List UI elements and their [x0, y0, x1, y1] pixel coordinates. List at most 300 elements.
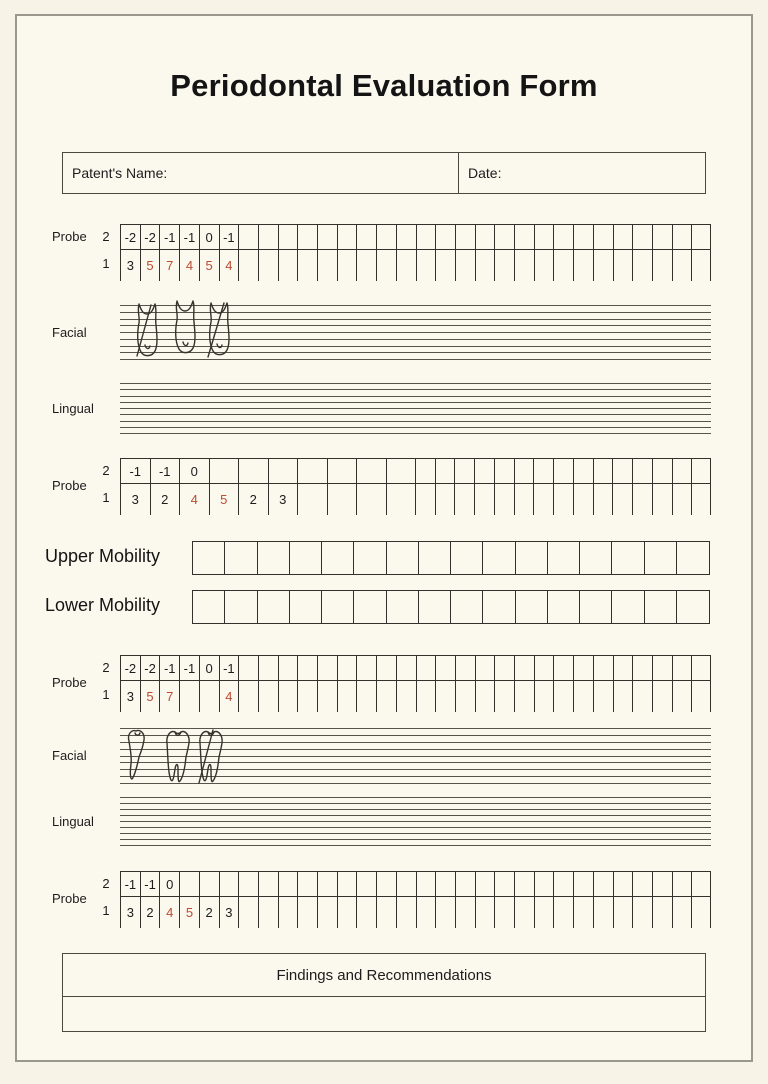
probe-cell[interactable] — [258, 872, 278, 896]
probe-cell[interactable] — [416, 225, 436, 249]
probe-cell[interactable] — [238, 459, 268, 483]
probe-cell[interactable]: -1 — [140, 872, 160, 896]
probe-cell[interactable] — [396, 681, 416, 712]
ruled-line — [120, 803, 711, 804]
probe-cell[interactable] — [494, 484, 514, 515]
ruled-line — [120, 821, 711, 822]
probe-cell[interactable] — [613, 250, 633, 281]
probe-cell[interactable]: -2 — [140, 225, 160, 249]
mobility-cell[interactable] — [451, 591, 483, 623]
probe-cell[interactable] — [238, 681, 258, 712]
probe-cell[interactable] — [494, 250, 514, 281]
probe-cell[interactable] — [455, 250, 475, 281]
probe-cell[interactable] — [376, 225, 396, 249]
probe-cell[interactable] — [455, 897, 475, 928]
probe-cell[interactable] — [494, 459, 514, 483]
probe-cell[interactable]: 2 — [238, 484, 268, 515]
probe-cell[interactable] — [672, 897, 692, 928]
probe-cell[interactable] — [435, 484, 455, 515]
probe-cell[interactable] — [613, 225, 633, 249]
probe-cell[interactable] — [396, 872, 416, 896]
probe-cell[interactable] — [455, 225, 475, 249]
probe-cell[interactable] — [356, 681, 376, 712]
probe-cell[interactable]: 0 — [159, 872, 179, 896]
probe-cell[interactable]: 4 — [159, 897, 179, 928]
probe-cell[interactable] — [474, 459, 494, 483]
probe-row2-label: 2 — [102, 463, 110, 478]
probe-cell[interactable] — [454, 484, 474, 515]
probe-row-2 — [120, 656, 711, 681]
probe-cell[interactable] — [613, 681, 633, 712]
probe-cell[interactable]: 0 — [199, 656, 219, 680]
probe-cell[interactable] — [691, 459, 711, 483]
patient-name-field[interactable] — [63, 153, 459, 193]
probe-cell[interactable] — [593, 897, 613, 928]
lower-mobility-section — [0, 590, 768, 626]
probe-cell[interactable] — [593, 872, 613, 896]
mobility-cell[interactable] — [677, 591, 709, 623]
mobility-cell[interactable] — [258, 591, 290, 623]
lingual-section-lower — [0, 797, 768, 846]
probe-cell[interactable] — [415, 459, 435, 483]
probe-cell[interactable] — [691, 897, 711, 928]
mobility-cell[interactable] — [645, 542, 677, 574]
probe-cell[interactable] — [534, 250, 554, 281]
probe-cell[interactable] — [454, 459, 474, 483]
probe-cell[interactable] — [632, 897, 652, 928]
ruled-line — [120, 797, 711, 798]
probe-cell[interactable] — [327, 484, 357, 515]
probe-table — [120, 655, 711, 712]
probe-cell[interactable] — [652, 656, 672, 680]
probe-cell[interactable] — [533, 459, 553, 483]
mobility-cell[interactable] — [225, 542, 257, 574]
probe-cell[interactable] — [317, 872, 337, 896]
probe-cell[interactable] — [534, 225, 554, 249]
probe-cell[interactable] — [672, 681, 692, 712]
probe-cell[interactable] — [612, 484, 632, 515]
probe-cell[interactable] — [337, 681, 357, 712]
probe-cell[interactable] — [691, 681, 711, 712]
mobility-cell[interactable] — [193, 542, 225, 574]
probe-cell[interactable] — [278, 656, 298, 680]
mobility-cell[interactable] — [612, 542, 644, 574]
mobility-cell[interactable] — [354, 542, 386, 574]
ruled-line — [120, 839, 711, 840]
probe-cell[interactable]: 3 — [268, 484, 298, 515]
probe-cell[interactable] — [416, 681, 436, 712]
probe-cell[interactable] — [573, 484, 593, 515]
mobility-cell[interactable] — [483, 591, 515, 623]
probe-cell[interactable] — [416, 872, 436, 896]
probe-cell[interactable]: -2 — [120, 225, 140, 249]
probe-cell[interactable] — [297, 872, 317, 896]
probe-cell[interactable] — [573, 459, 593, 483]
mobility-cell[interactable] — [548, 591, 580, 623]
probe-cell[interactable] — [691, 656, 711, 680]
patient-name-label: Patent's Name: — [72, 165, 168, 181]
probe-cell[interactable] — [317, 681, 337, 712]
probe-cell[interactable] — [613, 872, 633, 896]
probe-cell[interactable] — [297, 656, 317, 680]
probe-cell[interactable] — [652, 459, 672, 483]
probe-cell[interactable] — [396, 897, 416, 928]
probe-cell[interactable] — [553, 250, 573, 281]
probe-cell[interactable] — [209, 459, 239, 483]
probe-cell[interactable] — [652, 250, 672, 281]
probe-cell[interactable] — [553, 872, 573, 896]
probe-cell[interactable] — [297, 250, 317, 281]
mobility-cell[interactable] — [612, 591, 644, 623]
mobility-cell[interactable] — [354, 591, 386, 623]
probe-cell[interactable] — [474, 484, 494, 515]
probe-cell[interactable] — [534, 897, 554, 928]
probe-cell[interactable] — [337, 872, 357, 896]
probe-cell[interactable] — [613, 656, 633, 680]
probe-cell[interactable] — [376, 897, 396, 928]
probe-cell[interactable] — [238, 897, 258, 928]
findings-box — [62, 953, 706, 1032]
probe-cell[interactable] — [238, 250, 258, 281]
mobility-cell[interactable] — [290, 542, 322, 574]
mobility-cell[interactable] — [419, 591, 451, 623]
probe-cell[interactable]: 3 — [120, 897, 140, 928]
mobility-cell[interactable] — [516, 591, 548, 623]
probe-cell[interactable]: 0 — [199, 225, 219, 249]
probe-cell[interactable] — [356, 250, 376, 281]
probe-cell[interactable]: 3 — [120, 484, 150, 515]
probe-label: Probe — [52, 891, 87, 906]
probe-cell[interactable] — [376, 872, 396, 896]
mobility-cell[interactable] — [419, 542, 451, 574]
probe-cell[interactable] — [356, 484, 386, 515]
probe-cell[interactable] — [435, 872, 455, 896]
probe-cell[interactable] — [327, 459, 357, 483]
probe-cell[interactable] — [691, 872, 711, 896]
probe-cell[interactable] — [632, 656, 652, 680]
probe-cell[interactable] — [435, 225, 455, 249]
probe-cell[interactable] — [475, 225, 495, 249]
probe-cell[interactable]: -1 — [150, 459, 180, 483]
probe-cell[interactable] — [475, 250, 495, 281]
mobility-cell[interactable] — [451, 542, 483, 574]
probe-cell[interactable]: -1 — [159, 656, 179, 680]
probe-cell[interactable] — [672, 872, 692, 896]
probe-cell[interactable] — [219, 872, 239, 896]
probe-cell[interactable] — [514, 897, 534, 928]
probe-cell[interactable] — [553, 897, 573, 928]
probe-cell[interactable] — [278, 872, 298, 896]
probe-row1-label: 1 — [102, 903, 110, 918]
probe-cell[interactable]: 4 — [179, 250, 199, 281]
probe-cell[interactable]: 4 — [219, 681, 239, 712]
probe-cell[interactable] — [691, 484, 711, 515]
probe-cell[interactable] — [652, 872, 672, 896]
probe-cell[interactable] — [278, 681, 298, 712]
probe-cell[interactable] — [553, 459, 573, 483]
probe-cell[interactable] — [593, 459, 613, 483]
probe-cell[interactable] — [317, 250, 337, 281]
probe-row-1 — [120, 681, 711, 712]
mobility-cell[interactable] — [645, 591, 677, 623]
findings-header — [63, 954, 705, 997]
probe-cell[interactable]: 5 — [140, 681, 160, 712]
probe-cell[interactable] — [337, 656, 357, 680]
probe-cell[interactable] — [475, 656, 495, 680]
probe-cell[interactable] — [238, 656, 258, 680]
probe-cell[interactable] — [672, 656, 692, 680]
mobility-cell[interactable] — [580, 591, 612, 623]
probe-cell[interactable] — [356, 459, 386, 483]
probe-row2-label: 2 — [102, 229, 110, 244]
probe-cell[interactable] — [238, 225, 258, 249]
probe-cell[interactable] — [258, 681, 278, 712]
probe-table — [120, 224, 711, 281]
probe-cell[interactable] — [652, 897, 672, 928]
probe-cell[interactable] — [278, 225, 298, 249]
probe-cell[interactable] — [475, 897, 495, 928]
mobility-cell[interactable] — [387, 542, 419, 574]
probe-cell[interactable] — [376, 250, 396, 281]
probe-cell[interactable] — [553, 656, 573, 680]
probe-cell[interactable] — [514, 656, 534, 680]
probe-cell[interactable] — [553, 484, 573, 515]
probe-cell[interactable] — [494, 872, 514, 896]
probe-cell[interactable]: 5 — [179, 897, 199, 928]
probe-row-1 — [120, 484, 711, 515]
probe-cell[interactable]: 7 — [159, 681, 179, 712]
probe-cell[interactable] — [573, 250, 593, 281]
probe-cell[interactable] — [356, 872, 376, 896]
probe-cell[interactable] — [238, 872, 258, 896]
probe-cell[interactable] — [435, 459, 455, 483]
probe-cell[interactable]: -1 — [159, 225, 179, 249]
mobility-cell[interactable] — [483, 542, 515, 574]
patient-info-box — [62, 152, 706, 194]
probe-cell[interactable] — [435, 897, 455, 928]
probe-cell[interactable]: 7 — [159, 250, 179, 281]
probe-cell[interactable] — [553, 681, 573, 712]
probe-cell[interactable]: 5 — [199, 250, 219, 281]
probe-cell[interactable] — [455, 872, 475, 896]
probe-cell[interactable] — [514, 484, 534, 515]
probe-row-2 — [120, 225, 711, 250]
probe-cell[interactable] — [268, 459, 298, 483]
probe-cell[interactable] — [356, 225, 376, 249]
mobility-cell[interactable] — [225, 591, 257, 623]
lower-teeth-icon — [122, 726, 234, 788]
probe-cell[interactable] — [199, 872, 219, 896]
probe-cell[interactable] — [632, 250, 652, 281]
probe-cell[interactable] — [494, 681, 514, 712]
findings-input-area[interactable] — [63, 997, 705, 1030]
probe-cell[interactable] — [297, 484, 327, 515]
probe-cell[interactable] — [416, 897, 436, 928]
probe-cell[interactable] — [416, 656, 436, 680]
date-field[interactable] — [459, 153, 705, 193]
ruled-line — [120, 389, 711, 390]
probe-cell[interactable]: 3 — [120, 681, 140, 712]
probe-cell[interactable] — [376, 681, 396, 712]
probe-cell[interactable] — [593, 681, 613, 712]
mobility-cell[interactable] — [548, 542, 580, 574]
probe-cell[interactable] — [386, 484, 416, 515]
probe-cell[interactable] — [514, 681, 534, 712]
probe-cell[interactable] — [534, 872, 554, 896]
probe-cell[interactable]: -1 — [120, 872, 140, 896]
probe-cell[interactable] — [356, 897, 376, 928]
probe-cell[interactable] — [514, 250, 534, 281]
probe-cell[interactable] — [593, 484, 613, 515]
probe-cell[interactable] — [652, 484, 672, 515]
lingual-label: Lingual — [52, 814, 94, 829]
probe-cell[interactable]: 4 — [179, 484, 209, 515]
probe-cell[interactable]: 4 — [219, 250, 239, 281]
probe-cell[interactable]: 2 — [199, 897, 219, 928]
probe-cell[interactable] — [297, 897, 317, 928]
probe-cell[interactable] — [613, 897, 633, 928]
probe-cell[interactable] — [258, 225, 278, 249]
mobility-cell[interactable] — [193, 591, 225, 623]
probe-cell[interactable] — [632, 459, 652, 483]
upper-teeth-icon — [130, 299, 242, 361]
probe-cell[interactable]: -1 — [179, 656, 199, 680]
probe-cell[interactable] — [199, 681, 219, 712]
mobility-cell[interactable] — [258, 542, 290, 574]
probe-row2-label: 2 — [102, 660, 110, 675]
probe-cell[interactable]: 2 — [150, 484, 180, 515]
probe-cell[interactable] — [652, 681, 672, 712]
probe-cell[interactable] — [278, 250, 298, 281]
probe-cell[interactable] — [514, 872, 534, 896]
probe-label: Probe — [52, 229, 87, 244]
probe-section-lower-2 — [0, 871, 768, 931]
probe-cell[interactable] — [573, 681, 593, 712]
probe-cell[interactable]: -2 — [120, 656, 140, 680]
probe-cell[interactable] — [179, 872, 199, 896]
probe-cell[interactable] — [435, 656, 455, 680]
probe-cell[interactable] — [632, 225, 652, 249]
facial-label: Facial — [52, 325, 87, 340]
probe-cell[interactable] — [416, 250, 436, 281]
probe-cell[interactable]: -1 — [179, 225, 199, 249]
probe-cell[interactable] — [632, 681, 652, 712]
probe-cell[interactable] — [494, 897, 514, 928]
probe-cell[interactable]: 3 — [120, 250, 140, 281]
probe-cell[interactable] — [297, 681, 317, 712]
probe-cell[interactable] — [475, 872, 495, 896]
facial-section-upper — [0, 305, 768, 360]
probe-cell[interactable]: 3 — [219, 897, 239, 928]
probe-cell[interactable] — [435, 681, 455, 712]
probe-cell[interactable] — [514, 459, 534, 483]
probe-cell[interactable] — [632, 872, 652, 896]
probe-cell[interactable]: -1 — [120, 459, 150, 483]
probe-cell[interactable] — [573, 872, 593, 896]
probe-cell[interactable] — [672, 225, 692, 249]
probe-cell[interactable]: -2 — [140, 656, 160, 680]
probe-cell[interactable] — [317, 656, 337, 680]
probe-cell[interactable] — [593, 656, 613, 680]
probe-cell[interactable] — [455, 656, 475, 680]
probe-cell[interactable] — [573, 225, 593, 249]
mobility-cell[interactable] — [677, 542, 709, 574]
probe-cell[interactable] — [534, 656, 554, 680]
probe-cell[interactable] — [534, 681, 554, 712]
probe-cell[interactable] — [652, 225, 672, 249]
probe-cell[interactable] — [435, 250, 455, 281]
probe-cell[interactable] — [297, 459, 327, 483]
probe-cell[interactable] — [317, 897, 337, 928]
probe-cell[interactable] — [553, 225, 573, 249]
probe-cell[interactable] — [514, 225, 534, 249]
probe-cell[interactable] — [258, 897, 278, 928]
probe-cell[interactable] — [396, 225, 416, 249]
probe-cell[interactable] — [356, 656, 376, 680]
probe-cell[interactable] — [533, 484, 553, 515]
probe-cell[interactable] — [691, 225, 711, 249]
probe-cell[interactable] — [258, 656, 278, 680]
probe-cell[interactable] — [396, 656, 416, 680]
probe-cell[interactable] — [494, 656, 514, 680]
mobility-cell[interactable] — [322, 542, 354, 574]
mobility-cell[interactable] — [516, 542, 548, 574]
probe-cell[interactable] — [632, 484, 652, 515]
probe-cell[interactable]: -1 — [219, 656, 239, 680]
probe-cell[interactable] — [415, 484, 435, 515]
probe-cell[interactable] — [672, 250, 692, 281]
probe-cell[interactable]: 5 — [140, 250, 160, 281]
probe-cell[interactable]: 0 — [179, 459, 209, 483]
lingual-label: Lingual — [52, 401, 94, 416]
ruled-line — [120, 421, 711, 422]
probe-cell[interactable] — [258, 250, 278, 281]
probe-cell[interactable] — [337, 897, 357, 928]
probe-cell[interactable] — [386, 459, 416, 483]
mobility-cell[interactable] — [580, 542, 612, 574]
mobility-cell[interactable] — [387, 591, 419, 623]
probe-cell[interactable] — [573, 656, 593, 680]
probe-cell[interactable] — [297, 225, 317, 249]
probe-cell[interactable] — [396, 250, 416, 281]
probe-cell[interactable] — [612, 459, 632, 483]
lingual-chart-area[interactable] — [120, 797, 711, 846]
probe-cell[interactable] — [376, 656, 396, 680]
mobility-cell[interactable] — [322, 591, 354, 623]
probe-cell[interactable] — [475, 681, 495, 712]
probe-cell[interactable] — [455, 681, 475, 712]
probe-cell[interactable]: 5 — [209, 484, 239, 515]
probe-cell[interactable] — [337, 250, 357, 281]
probe-cell[interactable] — [573, 897, 593, 928]
probe-cell[interactable]: 2 — [140, 897, 160, 928]
probe-cell[interactable] — [494, 225, 514, 249]
probe-cell[interactable] — [337, 225, 357, 249]
probe-cell[interactable] — [317, 225, 337, 249]
probe-cell[interactable] — [672, 459, 692, 483]
probe-cell[interactable] — [179, 681, 199, 712]
probe-cell[interactable] — [593, 225, 613, 249]
lingual-chart-area[interactable] — [120, 383, 711, 434]
probe-cell[interactable] — [691, 250, 711, 281]
mobility-cell[interactable] — [290, 591, 322, 623]
upper-mobility-row — [192, 541, 710, 575]
probe-cell[interactable] — [593, 250, 613, 281]
probe-cell[interactable] — [278, 897, 298, 928]
probe-cell[interactable]: -1 — [219, 225, 239, 249]
probe-cell[interactable] — [672, 484, 692, 515]
facial-label: Facial — [52, 748, 87, 763]
